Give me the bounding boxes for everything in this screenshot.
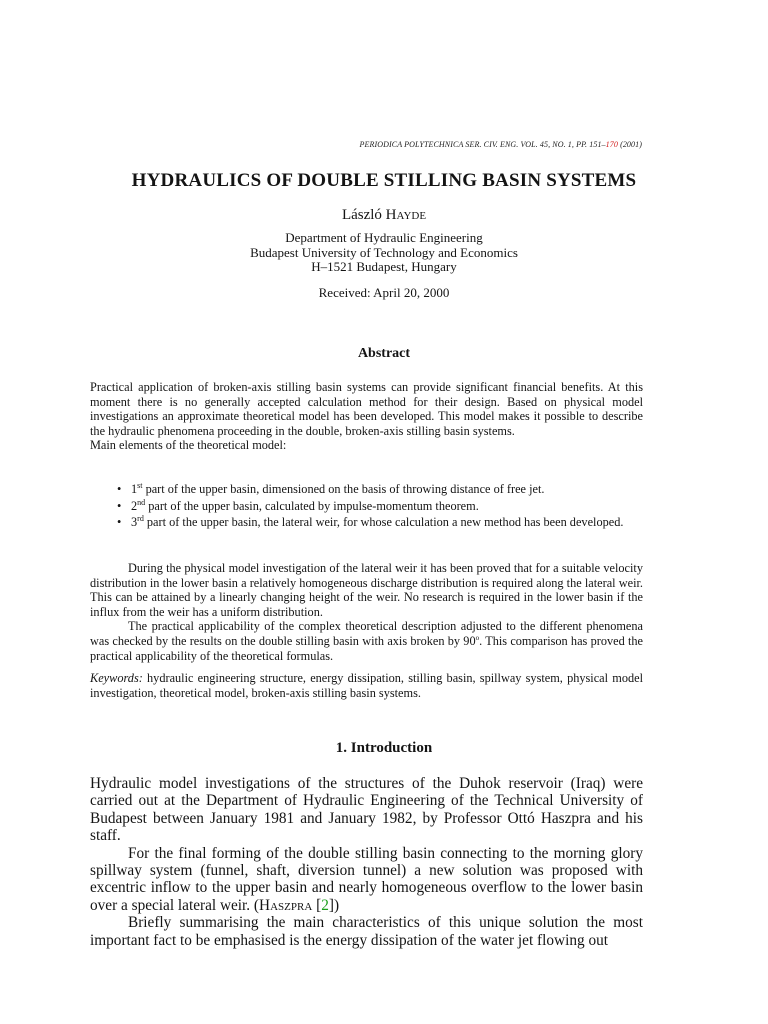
abstract-paragraph: During the physical model investigation of the lateral weir it has been proved that for a suitable velocity distribution in the lower basin a relatively homogeneous discharge distribution is required along the lateral weir. This can be attained by a linearly changing height of the weir. No research is required in the lower basin if the influx from the weir has a uniform distribution.: [90, 561, 643, 619]
intro-paragraph: Briefly summarising the main characteristics of this unique solution the most important fact to be emphasised is the energy dissipation of the water jet flowing out: [90, 914, 643, 949]
abstract-heading: Abstract: [357, 346, 411, 361]
header-prefix: PERIODICA POLYTECHNICA SER. CIV. ENG. VOL. 45, NO. 1, PP. 151–: [359, 140, 606, 149]
list-item: [114, 482, 643, 497]
list-item-text: part of the upper basin, calculated by impulse-momentum theorem.: [145, 498, 479, 513]
ordinal-suffix: nd: [137, 497, 146, 507]
list-item: [114, 499, 643, 514]
journal-header: [142, 140, 642, 149]
header-suffix: (2001): [617, 140, 642, 149]
author-given-name: László: [341, 207, 386, 223]
model-elements-list: [114, 482, 643, 532]
affiliation-line: H–1521 Budapest, Hungary: [311, 259, 457, 274]
paragraph-text: ]): [328, 896, 340, 914]
intro-paragraph: [90, 845, 643, 915]
list-item: [114, 515, 643, 530]
keywords: [90, 671, 643, 700]
paragraph-text: The practical applicability of the complex theoretical description adjusted to the different phenomena was checked by the results on the double stilling basin with axis broken by 90: [90, 619, 643, 648]
paragraph-text: . This comparison has proved the practical applicability of the theoretical formulas.: [90, 633, 643, 663]
author-family-name: Hayde: [385, 207, 427, 223]
abstract-paragraph: [90, 619, 643, 663]
ordinal-number: 2: [131, 498, 138, 513]
citation-link[interactable]: 2: [321, 896, 329, 914]
ordinal-number: 3: [131, 515, 138, 530]
author: [0, 207, 768, 224]
paper-title: HYDRAULICS OF DOUBLE STILLING BASIN SYSTEMS: [131, 170, 637, 191]
ordinal-suffix: rd: [137, 514, 144, 524]
intro-paragraph: Hydraulic model investigations of the structures of the Duhok reservoir (Iraq) were carried out at the Department of Hydraulic Engineering of the Technical University of Budapest between January 1981 and January 1982, by Professor Ottó Haszpra and his staff.: [90, 775, 643, 845]
list-item-text: part of the upper basin, the lateral weir, for whose calculation a new method has been developed.: [143, 515, 624, 530]
abstract-paragraph: Main elements of the theoretical model:: [90, 438, 287, 453]
ordinal-number: 1: [131, 482, 138, 496]
degree-symbol: o: [475, 633, 480, 642]
cited-author: Haszpra: [259, 896, 313, 914]
list-item-text: part of the upper basin, dimensioned on the basis of throwing distance of free jet.: [142, 482, 545, 496]
introduction-body: [90, 775, 643, 949]
paragraph-text: [: [312, 896, 322, 914]
affiliation-line: Department of Hydraulic Engineering: [285, 230, 483, 245]
abstract-paragraph: Practical application of broken-axis stilling basin systems can provide significant financial benefits. At this moment there is no generally accepted calculation method for their design. Based on physical model investigations an approximate theoretical model has been developed. This model makes it possible to describe the hydraulic phenomena proceeding in the double, broken-axis stilling basin systems.: [90, 380, 643, 438]
paragraph-text: For the final forming of the double stilling basin connecting to the morning glory spillway system (funnel, shaft, diversion tunnel) a new solution was proposed with excentric inflow to the upper basin and nearly homogeneous overflow to the lower basin over a special lateral weir. (: [90, 844, 643, 914]
abstract-continuation: [90, 561, 643, 663]
affiliation: [0, 231, 768, 275]
abstract-body: [90, 380, 643, 453]
header-last-page[interactable]: 170: [605, 140, 618, 149]
received-date: Received: April 20, 2000: [318, 285, 450, 300]
keywords-label: Keywords:: [90, 671, 143, 685]
affiliation-line: Budapest University of Technology and Economics: [250, 244, 518, 260]
section-heading: 1. Introduction: [335, 740, 433, 756]
ordinal-suffix: st: [137, 481, 143, 490]
keywords-text: hydraulic engineering structure, energy dissipation, stilling basin, spillway system, physical model investigation, theoretical model, broken-axis stilling basin systems.: [90, 671, 643, 700]
